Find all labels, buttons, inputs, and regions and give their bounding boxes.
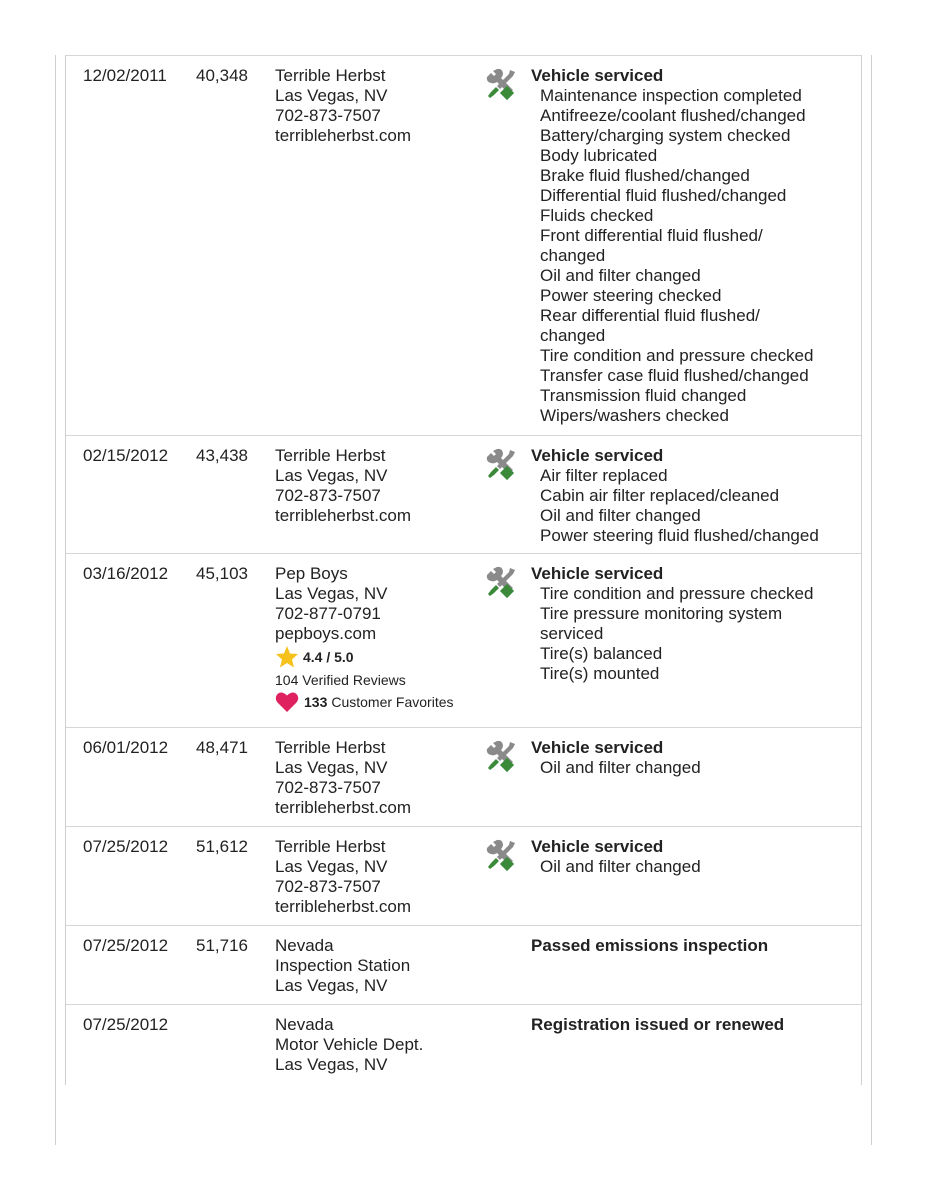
wrench-screwdriver-icon [484, 839, 524, 873]
source-phone: 702-877-0791 [275, 604, 381, 623]
source-website: terribleherbst.com [275, 506, 412, 525]
source-phone: 702-873-7507 [275, 106, 381, 125]
detail-item: Transmission fluid changed [540, 386, 747, 405]
source-location: Las Vegas, NV [275, 466, 388, 485]
source-location: Motor Vehicle Dept. [275, 1035, 424, 1054]
table-row [66, 926, 861, 1005]
detail-item: Oil and filter changed [540, 506, 701, 525]
detail-item: Oil and filter changed [540, 857, 701, 876]
favorites-label: Customer Favorites [331, 694, 454, 710]
heart-icon [275, 691, 299, 713]
record-odometer: 51,716 [196, 936, 248, 955]
star-icon [275, 645, 299, 669]
table-row [66, 554, 861, 728]
table-row [66, 56, 861, 436]
record-date: 02/15/2012 [83, 446, 169, 465]
table-row [66, 1005, 861, 1085]
detail-item: Wipers/washers checked [540, 406, 729, 425]
table-row [66, 728, 861, 827]
record-source [275, 564, 480, 714]
detail-item: Power steering fluid flushed/changed [540, 526, 819, 545]
source-location: Las Vegas, NV [275, 86, 388, 105]
wrench-screwdriver-icon [484, 566, 524, 600]
source-name: Terrible Herbst [275, 446, 386, 465]
detail-title: Vehicle serviced [531, 738, 664, 757]
detail-item: Tire condition and pressure checked [540, 584, 814, 603]
source-phone: 702-873-7507 [275, 877, 381, 896]
record-odometer: 40,348 [196, 66, 248, 85]
detail-title: Vehicle serviced [531, 837, 664, 856]
detail-item: Antifreeze/coolant flushed/changed [540, 106, 806, 125]
favorites-count: 133 [304, 694, 328, 710]
customer-favorites [275, 690, 480, 714]
wrench-screwdriver-icon [484, 68, 524, 102]
detail-item: Tire(s) balanced [540, 644, 663, 663]
record-source [275, 837, 480, 917]
record-source [275, 446, 480, 526]
detail-title: Vehicle serviced [531, 66, 664, 85]
detail-item: Tire condition and pressure checked [540, 346, 814, 365]
source-name: Terrible Herbst [275, 738, 386, 757]
record-details [531, 446, 861, 546]
detail-title: Registration issued or renewed [531, 1015, 785, 1034]
record-details [531, 936, 861, 956]
detail-title: Vehicle serviced [531, 564, 664, 583]
table-row [66, 827, 861, 926]
record-date: 06/01/2012 [83, 738, 169, 757]
detail-item: Brake fluid flushed/changed [540, 166, 750, 185]
record-details [531, 1015, 861, 1035]
record-source [275, 936, 480, 996]
page-frame-right [871, 55, 872, 1145]
source-website: pepboys.com [275, 624, 377, 643]
detail-item: Transfer case fluid flushed/changed [540, 366, 809, 385]
page-frame-left [55, 55, 56, 1145]
rating [275, 644, 480, 670]
record-details [531, 66, 861, 426]
detail-item: Rear differential fluid flushed/ changed [540, 306, 760, 345]
detail-item: Fluids checked [540, 206, 654, 225]
source-location: Inspection Station [275, 956, 411, 975]
source-name: Terrible Herbst [275, 837, 386, 856]
record-odometer: 45,103 [196, 564, 248, 583]
detail-title: Passed emissions inspection [531, 936, 769, 955]
detail-item: Oil and filter changed [540, 758, 701, 777]
detail-title: Vehicle serviced [531, 446, 664, 465]
source-name: Nevada [275, 1015, 334, 1034]
record-details [531, 564, 861, 684]
record-date: 07/25/2012 [83, 837, 169, 856]
detail-item: Differential fluid flushed/changed [540, 186, 787, 205]
detail-item: Cabin air filter replaced/cleaned [540, 486, 780, 505]
table-row [66, 436, 861, 554]
source-phone: 702-873-7507 [275, 486, 381, 505]
review-count: 104 Verified Reviews [275, 672, 406, 688]
source-website: terribleherbst.com [275, 897, 412, 916]
detail-item: Body lubricated [540, 146, 658, 165]
source-location: Las Vegas, NV [275, 758, 388, 777]
wrench-screwdriver-icon [484, 740, 524, 774]
source-region: Las Vegas, NV [275, 1055, 388, 1074]
record-source [275, 1015, 480, 1075]
detail-item: Maintenance inspection completed [540, 86, 802, 105]
detail-item: Oil and filter changed [540, 266, 701, 285]
record-details [531, 738, 861, 778]
source-region: Las Vegas, NV [275, 976, 388, 995]
record-date: 07/25/2012 [83, 1015, 169, 1034]
source-name: Terrible Herbst [275, 66, 386, 85]
record-source [275, 738, 480, 818]
wrench-screwdriver-icon [484, 448, 524, 482]
record-details [531, 837, 861, 877]
detail-item: Air filter replaced [540, 466, 668, 485]
record-odometer: 43,438 [196, 446, 248, 465]
record-date: 03/16/2012 [83, 564, 169, 583]
source-website: terribleherbst.com [275, 126, 412, 145]
record-odometer: 51,612 [196, 837, 248, 856]
source-name: Pep Boys [275, 564, 348, 583]
record-date: 12/02/2011 [83, 66, 167, 85]
detail-item: Front differential fluid flushed/ changed [540, 226, 763, 265]
record-source [275, 66, 480, 146]
detail-item: Power steering checked [540, 286, 722, 305]
source-location: Las Vegas, NV [275, 584, 388, 603]
source-phone: 702-873-7507 [275, 778, 381, 797]
record-odometer: 48,471 [196, 738, 248, 757]
detail-item: Tire pressure monitoring system serviced [540, 604, 783, 643]
record-date: 07/25/2012 [83, 936, 169, 955]
source-location: Las Vegas, NV [275, 857, 388, 876]
source-name: Nevada [275, 936, 334, 955]
detail-item: Battery/charging system checked [540, 126, 791, 145]
rating-value: 4.4 / 5.0 [303, 649, 354, 665]
detail-item: Tire(s) mounted [540, 664, 660, 683]
source-website: terribleherbst.com [275, 798, 412, 817]
service-history-table [65, 55, 862, 1085]
